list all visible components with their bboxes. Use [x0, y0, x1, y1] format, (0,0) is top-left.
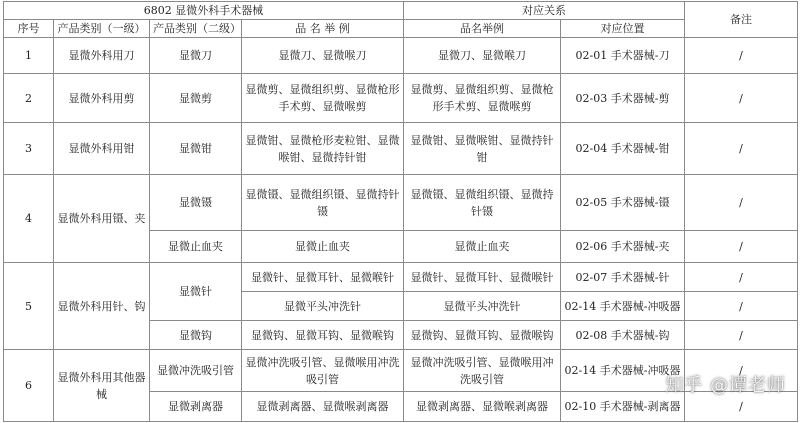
- row-cat1: 显微外科用镊、夹: [54, 175, 150, 263]
- table-row: [4, 263, 798, 292]
- row-position: 02-03 手术器械-剪: [561, 74, 685, 123]
- row-examples-2: 显微剪、显微组织剪、显微枪形手术剪、显微喉剪: [404, 74, 561, 123]
- row-cat2: 显微刀: [150, 38, 242, 74]
- row-cat2: 显微止血夹: [150, 231, 242, 263]
- row-no: 6: [4, 350, 54, 422]
- row-note: /: [685, 175, 798, 231]
- row-cat2: 显微冲洗吸引管: [150, 350, 242, 392]
- row-no: 2: [4, 74, 54, 123]
- row-no: 4: [4, 175, 54, 263]
- section-title: 6802 显微外科手术器械: [4, 2, 404, 20]
- row-note: /: [685, 38, 798, 74]
- row-no: 1: [4, 38, 54, 74]
- row-position: 02-01 手术器械-刀: [561, 38, 685, 74]
- row-examples: 显微冲洗吸引管、显微喉用冲洗吸引管: [242, 350, 404, 392]
- row-examples: 显微刀、显微喉刀: [242, 38, 404, 74]
- col-header-examples: 品 名 举 例: [242, 20, 404, 38]
- watermark: 知乎 @谭老师: [665, 375, 786, 396]
- row-note: /: [685, 292, 798, 321]
- col-header-cat2: 产品类别（二级）: [150, 20, 242, 38]
- row-note: /: [685, 321, 798, 350]
- row-examples-2: 显微剥离器、显微喉剥离器: [404, 392, 561, 422]
- row-cat1: 显微外科用刀: [54, 38, 150, 74]
- remark-header: 备注: [685, 2, 798, 38]
- row-cat1: 显微外科用针、钩: [54, 263, 150, 350]
- table-row: [4, 38, 798, 74]
- row-examples-2: 显微刀、显微喉刀: [404, 38, 561, 74]
- row-position: 02-14 手术器械-冲吸器: [561, 292, 685, 321]
- row-examples-2: 显微针、显微耳针、显微喉针: [404, 263, 561, 292]
- row-examples: 显微钳、显微枪形麦粒钳、显微喉钳、显微持针钳: [242, 123, 404, 175]
- row-examples-2: 显微镊、显微组织镊、显微持针镊: [404, 175, 561, 231]
- row-position: 02-10 手术器械-剥离器: [561, 392, 685, 422]
- row-examples-2: 显微钩、显微耳钩、显微喉钩: [404, 321, 561, 350]
- table-row: [4, 74, 798, 123]
- row-examples-2: 显微平头冲洗针: [404, 292, 561, 321]
- row-note: /: [685, 263, 798, 292]
- col-header-position: 对应位置: [561, 20, 685, 38]
- row-examples-2: 显微止血夹: [404, 231, 561, 263]
- table-row: [4, 175, 798, 231]
- col-header-cat1: 产品类别（一级）: [54, 20, 150, 38]
- row-examples: 显微针、显微耳针、显微喉针: [242, 263, 404, 292]
- row-note: /: [685, 350, 798, 392]
- table-row: [4, 123, 798, 175]
- row-cat1: 显微外科用剪: [54, 74, 150, 123]
- row-position: 02-05 手术器械-镊: [561, 175, 685, 231]
- row-examples-2: 显微钳、显微喉钳、显微持针钳: [404, 123, 561, 175]
- row-position: 02-08 手术器械-钩: [561, 321, 685, 350]
- row-position: 02-04 手术器械-钳: [561, 123, 685, 175]
- row-examples: 显微钩、显微耳钩、显微喉钩: [242, 321, 404, 350]
- row-cat2: 显微镊: [150, 175, 242, 231]
- device-table: [3, 1, 798, 422]
- row-cat2: 显微剥离器: [150, 392, 242, 422]
- row-position: 02-06 手术器械-夹: [561, 231, 685, 263]
- row-examples-2: 显微冲洗吸引管、显微喉用冲洗吸引管: [404, 350, 561, 392]
- row-note: /: [685, 74, 798, 123]
- row-note: /: [685, 123, 798, 175]
- col-header-no: 序号: [4, 20, 54, 38]
- row-cat1: 显微外科用其他器械: [54, 350, 150, 422]
- row-position: 02-14 手术器械-冲吸器: [561, 350, 685, 392]
- row-no: 5: [4, 263, 54, 350]
- row-cat1: 显微外科用钳: [54, 123, 150, 175]
- row-note: /: [685, 231, 798, 263]
- mapping-title: 对应关系: [404, 2, 685, 20]
- row-examples: 显微平头冲洗针: [242, 292, 404, 321]
- row-cat2: 显微钳: [150, 123, 242, 175]
- row-cat2: 显微钩: [150, 321, 242, 350]
- row-note: /: [685, 392, 798, 422]
- row-cat2: 显微针: [150, 263, 242, 321]
- row-examples: 显微剪、显微组织剪、显微枪形手术剪、显微喉剪: [242, 74, 404, 123]
- row-examples: 显微止血夹: [242, 231, 404, 263]
- row-position: 02-07 手术器械-针: [561, 263, 685, 292]
- row-examples: 显微剥离器、显微喉剥离器: [242, 392, 404, 422]
- col-header-examples-2: 品名举例: [404, 20, 561, 38]
- row-examples: 显微镊、显微组织镊、显微持针镊: [242, 175, 404, 231]
- row-no: 3: [4, 123, 54, 175]
- row-cat2: 显微剪: [150, 74, 242, 123]
